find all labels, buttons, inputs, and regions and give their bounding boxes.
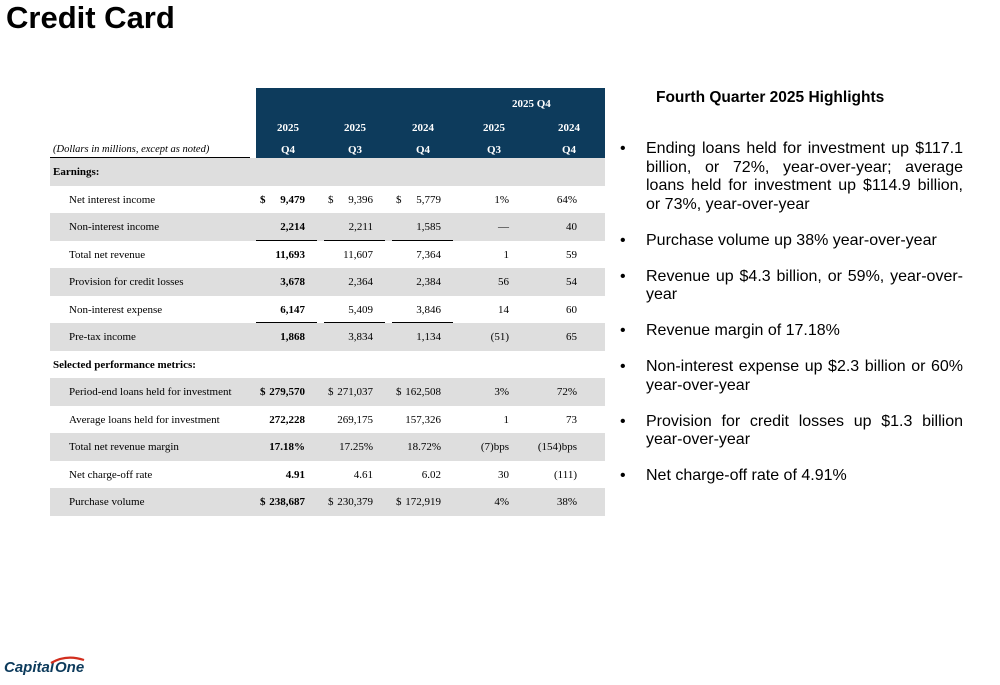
section-label: Earnings:	[53, 166, 100, 178]
highlight-item	[620, 140, 963, 214]
highlight-item	[620, 322, 963, 341]
bullet-dot: •	[620, 267, 626, 285]
row-label: Net interest income	[69, 193, 156, 206]
logo-capital-text: Capital	[4, 659, 55, 676]
row-label: Provision for credit losses	[69, 276, 184, 288]
cell-value: (51)	[490, 331, 509, 343]
cell-value: 172,919	[405, 496, 441, 508]
cell-value: 238,687	[269, 496, 305, 508]
currency-sign: $	[396, 193, 402, 206]
cell-value: 272,228	[269, 413, 305, 426]
highlight-item	[620, 413, 963, 450]
cell-value: (154)bps	[537, 441, 577, 453]
cell-value: 56	[498, 276, 509, 288]
cell-value: 38%	[556, 496, 577, 508]
cell-value: 1,585	[416, 221, 441, 233]
table-row	[50, 323, 605, 351]
header-quarter: Q4	[415, 144, 431, 156]
currency-sign: $	[328, 193, 334, 206]
cell-value: 2,214	[280, 221, 305, 233]
cell-value: 4.61	[353, 468, 373, 481]
cell-value: 162,508	[405, 386, 441, 398]
capital-one-logo	[4, 654, 88, 680]
table-row	[50, 378, 605, 406]
row-label: Average loans held for investment	[69, 413, 220, 426]
cell-value: 2,364	[348, 276, 373, 288]
header-group-rule	[460, 116, 605, 117]
cell-value: 11,693	[275, 248, 305, 261]
units-label: (Dollars in millions, except as noted)	[53, 144, 210, 155]
cell-value: 73	[566, 413, 577, 426]
highlight-text: Revenue up $4.3 billion, or 59%, year-over-year	[646, 267, 963, 303]
cell-value: 3,834	[348, 331, 373, 343]
table-row	[50, 461, 605, 489]
header-quarter: Q4	[561, 144, 577, 156]
bullet-dot: •	[620, 140, 626, 157]
cell-value: 1	[503, 248, 509, 261]
highlight-item	[620, 358, 963, 395]
row-label: Net charge-off rate	[69, 468, 153, 481]
row-label: Period-end loans held for investment	[69, 386, 232, 398]
currency-sign: $	[328, 386, 334, 398]
logo-one-text: One	[55, 659, 85, 676]
currency-sign: $	[260, 496, 266, 508]
header-year: 2025	[483, 122, 505, 134]
cell-value: 9,479	[280, 193, 305, 206]
cell-value: 6.02	[421, 468, 441, 481]
cell-value: 17.18%	[269, 441, 305, 453]
column-rule	[256, 240, 317, 241]
currency-sign: $	[260, 386, 266, 398]
table-row	[50, 213, 605, 241]
cell-value: 271,037	[337, 386, 373, 398]
cell-value: 30	[498, 468, 509, 481]
highlights-list	[620, 140, 963, 503]
header-column-rule	[528, 157, 599, 158]
header-year: 2024	[412, 122, 434, 134]
highlight-item	[620, 268, 963, 305]
row-label: Non-interest expense	[69, 303, 163, 316]
cell-value: 59	[566, 248, 577, 261]
table-row	[50, 433, 605, 461]
header-year: 2025	[344, 122, 366, 134]
cell-value: 5,409	[348, 303, 373, 316]
highlight-text: Provision for credit losses up $1.3 billion year-over-year	[646, 412, 963, 448]
column-rule	[392, 322, 453, 323]
table-row	[50, 406, 605, 434]
table-row	[50, 488, 605, 516]
cell-value: 157,326	[405, 413, 441, 426]
cell-value: 4%	[494, 496, 509, 508]
header-column-rule	[256, 157, 317, 158]
cell-value: 14	[498, 303, 509, 316]
bullet-dot: •	[620, 231, 626, 249]
section-row	[50, 158, 605, 186]
column-rule	[324, 240, 385, 241]
cell-value: 65	[566, 331, 577, 343]
row-label: Pre-tax income	[69, 331, 136, 343]
currency-sign: $	[396, 386, 402, 398]
header-column-rule	[460, 157, 521, 158]
bullet-dot: •	[620, 358, 626, 375]
header-quarter: Q4	[280, 144, 296, 156]
section-label: Selected performance metrics:	[53, 358, 196, 371]
bullet-dot: •	[620, 322, 626, 339]
cell-value: 1,134	[416, 331, 441, 343]
highlight-text: Ending loans held for investment up $117.1 billion, or 72%, year-over-year; average loans held for investment up $114.9 billion, or 73%, year-over-year	[646, 140, 963, 213]
cell-value: 11,607	[343, 248, 373, 261]
cell-value: 40	[566, 221, 577, 233]
bullet-dot: •	[620, 412, 626, 430]
header-group-label: 2025 Q4	[512, 98, 551, 110]
header-year: 2024	[558, 122, 580, 134]
page-title: Credit Card	[6, 0, 175, 35]
currency-sign: $	[260, 193, 266, 206]
cell-value: 9,396	[348, 193, 373, 206]
cell-value: 6,147	[280, 303, 305, 316]
column-rule	[256, 322, 317, 323]
cell-value: —	[498, 221, 509, 233]
table-row	[50, 241, 605, 269]
header-column-rule	[324, 157, 385, 158]
cell-value: (111)	[553, 468, 577, 481]
cell-value: (7)bps	[480, 441, 509, 453]
cell-value: 2,384	[416, 276, 441, 288]
cell-value: 1,868	[280, 331, 305, 343]
column-rule	[324, 322, 385, 323]
cell-value: 279,570	[269, 386, 305, 398]
row-label: Total net revenue	[69, 248, 146, 261]
table-row	[50, 268, 605, 296]
highlight-text: Non-interest expense up $2.3 billion or 60% year-over-year	[646, 358, 963, 394]
currency-sign: $	[328, 496, 334, 508]
table-row	[50, 296, 605, 324]
cell-value: 4.91	[285, 468, 305, 481]
table-row	[50, 186, 605, 214]
cell-value: 2,211	[348, 221, 373, 233]
cell-value: 269,175	[337, 413, 373, 426]
cell-value: 54	[566, 276, 577, 288]
cell-value: 3%	[494, 386, 509, 398]
cell-value: 60	[566, 303, 577, 316]
currency-sign: $	[396, 496, 402, 508]
cell-value: 230,379	[337, 496, 373, 508]
cell-value: 7,364	[416, 248, 441, 261]
highlight-item	[620, 232, 963, 251]
highlight-text: Net charge-off rate of 4.91%	[646, 467, 847, 484]
bullet-dot: •	[620, 467, 626, 484]
cell-value: 17.25%	[339, 441, 373, 453]
cell-value: 18.72%	[407, 441, 441, 453]
highlight-text: Revenue margin of 17.18%	[646, 322, 840, 339]
section-row	[50, 351, 605, 379]
column-rule	[392, 240, 453, 241]
credit-card-table	[50, 88, 605, 520]
cell-value: 3,846	[416, 303, 441, 316]
row-label: Purchase volume	[69, 496, 145, 508]
row-label: Total net revenue margin	[69, 441, 179, 453]
highlights-title: Fourth Quarter 2025 Highlights	[656, 89, 885, 106]
header-quarter: Q3	[486, 144, 502, 156]
header-year: 2025	[277, 122, 299, 134]
cell-value: 5,779	[416, 193, 441, 206]
highlight-text: Purchase volume up 38% year-over-year	[646, 231, 937, 249]
header-quarter: Q3	[347, 144, 363, 156]
row-label: Non-interest income	[69, 221, 160, 233]
header-column-rule	[392, 157, 453, 158]
cell-value: 1%	[494, 193, 509, 206]
cell-value: 72%	[556, 386, 577, 398]
cell-value: 64%	[556, 193, 577, 206]
highlight-item	[620, 467, 963, 486]
cell-value: 1	[503, 413, 509, 426]
cell-value: 3,678	[280, 276, 305, 288]
